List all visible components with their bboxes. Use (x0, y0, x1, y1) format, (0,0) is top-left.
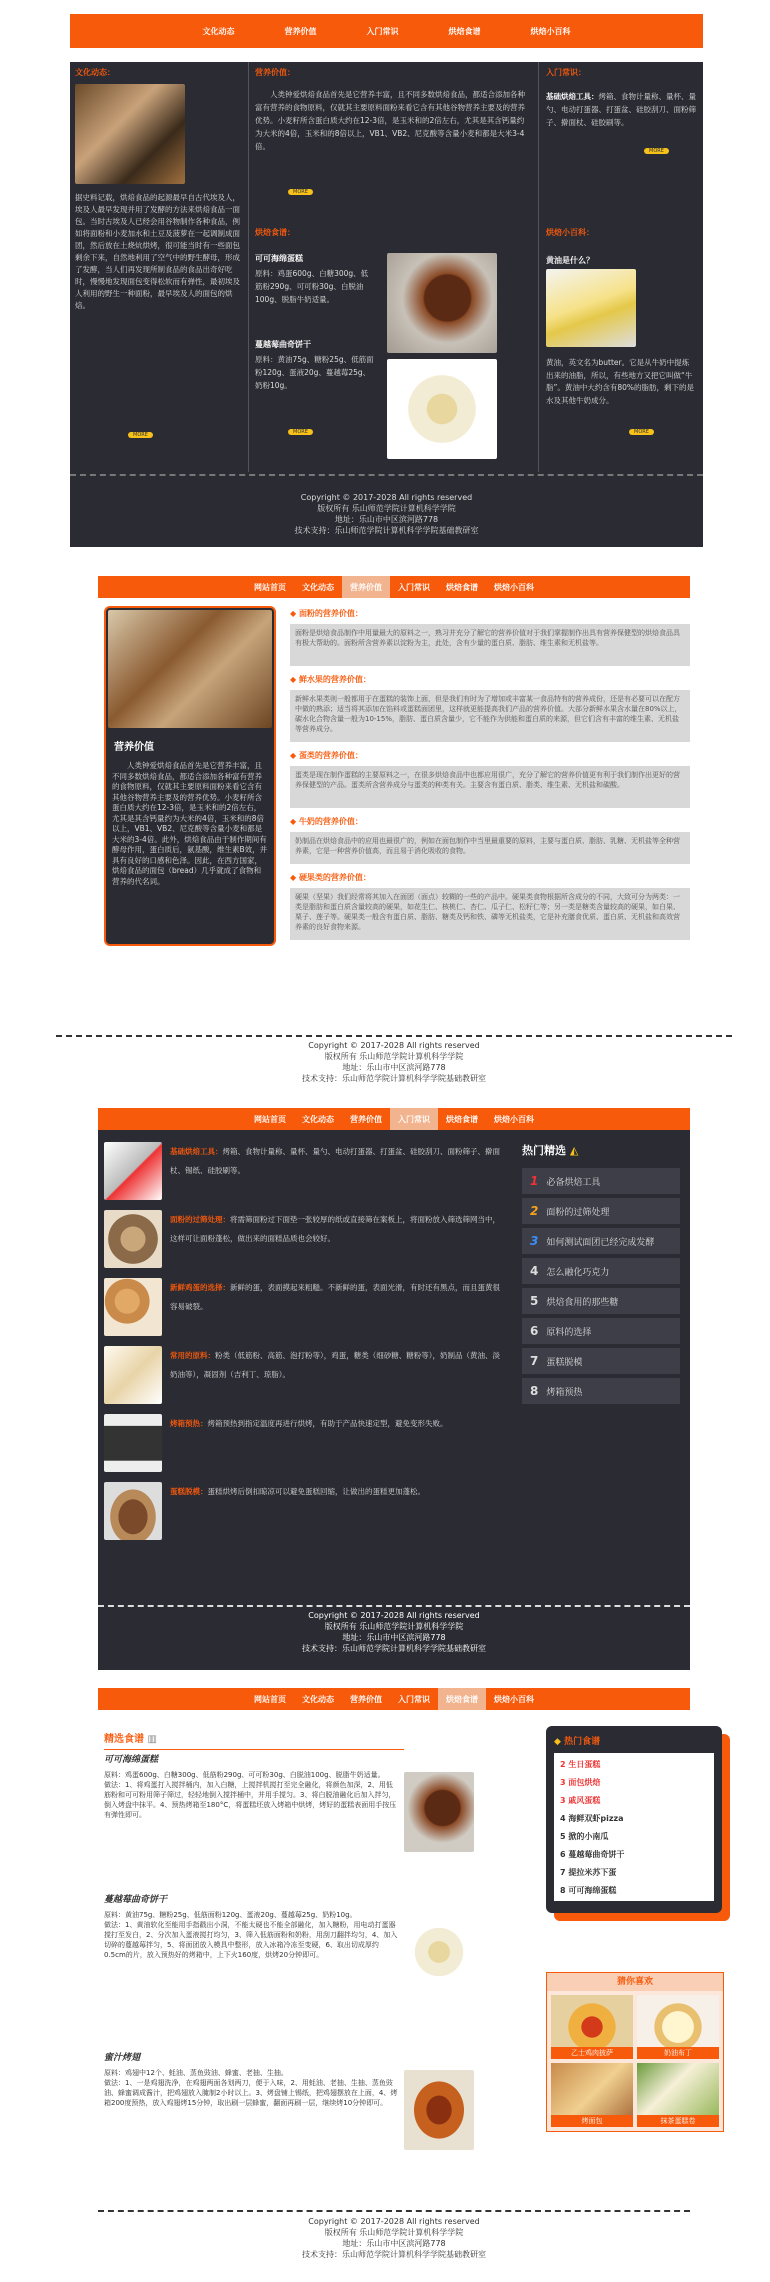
nav-wiki[interactable]: 烘焙小百科 (494, 1694, 534, 1704)
guess-item[interactable] (551, 2063, 633, 2127)
nutrition-list (290, 608, 690, 940)
rank-4: 4 (530, 1264, 539, 1278)
item3-text: 蛋类是现在制作蛋糕的主要原料之一，在很多烘焙食品中也都应用很广，充分了解它的营养价值更有利于我们制作出更好的营养保健型的产品。蛋类所含营养成分与蛋类的种类有关。主要含有蛋白质、脂类、维生素、无机盐和碳酸。 (290, 766, 690, 808)
recipes-title: 烘焙食谱： (255, 228, 295, 237)
owner: 版权所有 乐山师范学院计算机科学学院 (324, 1622, 464, 1631)
nutrition-title: 营养价值： (255, 68, 295, 77)
cookie-image (387, 359, 497, 459)
eggs-image (104, 1278, 162, 1336)
nav-home[interactable]: 网站首页 (254, 1114, 286, 1124)
hot-item-label: 怎么融化巧克力 (546, 1267, 610, 1278)
copyright: Copyright © 2017-2028 All rights reserved (308, 2217, 480, 2226)
nav-nutrition[interactable]: 营养价值 (284, 26, 317, 36)
item2-title: 鲜水果的营养价值： (298, 675, 371, 684)
p2-footer-divider (56, 1035, 732, 1037)
nav-nutrition[interactable]: 营养价值 (350, 1114, 382, 1124)
wiki-question: 黄油是什么？ (546, 256, 594, 265)
tech-support: 技术支持：乐山师范学院计算机科学学院基础教研室 (302, 1074, 486, 1083)
tip-item[interactable] (104, 1278, 504, 1346)
p2-footer (56, 1040, 732, 1084)
nav-culture[interactable]: 文化动态 (202, 26, 235, 36)
book-icon: ▥ (147, 1734, 157, 1745)
recipes-main (104, 1730, 474, 2107)
guess-label: 抹茶蛋糕卷 (637, 2115, 719, 2127)
guess-label: 乙士鸡肉披萨 (551, 2047, 633, 2059)
hot-recipe-item[interactable]: 6 蔓越莓曲奇饼干 (560, 1849, 625, 1859)
p4-footer-divider (98, 2210, 690, 2212)
item1-text: 面粉是烘焙食品制作中用量最大的原料之一，熟习并充分了解它的营养价值对于我们掌握制作出具有营养保健型的烘焙食品具有极大帮助的。面粉所含营养素以淀粉为主，此处，含有少量的蛋白质、脂肪、维生素和无机盐等。 (290, 624, 690, 666)
hot-picks (522, 1142, 680, 1408)
tip2-title: 面粉的过筛处理： (170, 1215, 230, 1224)
cake-image (387, 253, 497, 353)
tip-item[interactable] (104, 1414, 504, 1482)
culture-text: 据史料记载，烘焙食品的起源最早自古代埃及人，埃及人最早发现并用了发酵的方法来烘焙食品一面包。当时古埃及人已经会用谷物制作各种食品，例如将面粉和小麦加水和土豆及菠萝在一起调制成面团，然后放在土烧炕烘烤，很可能当时有一些面包剩余下来，自然地利用了空气中的野生酵母，形成了发酵，当人们再发现所制食品的食品出奇好吃时，慢慢地发现面包变得松软而有弹性，最初埃及人利用的野生一种面粉，最早埃及人的面包的烘焙。 (75, 193, 240, 310)
rank-2: 2 (530, 1204, 539, 1218)
wiki-title: 烘焙小百科： (546, 228, 594, 237)
nav-wiki[interactable]: 烘焙小百科 (494, 1114, 534, 1124)
recipe1-name: 可可海绵蛋糕 (104, 1755, 159, 1765)
rank-7: 7 (530, 1354, 539, 1368)
hot-item-label: 烘焙食用的那些糖 (546, 1297, 619, 1308)
hot-recipe-item[interactable]: 2 生日蛋糕 (560, 1759, 601, 1769)
guess-item[interactable] (637, 1995, 719, 2059)
hot-item[interactable] (522, 1288, 680, 1314)
nav-home[interactable]: 网站首页 (254, 582, 286, 592)
divider (248, 62, 249, 472)
bullet-icon: ◆ (290, 751, 299, 760)
basics-text: 烤箱、食物计量称、量杯、量勺、电动打蛋器、打蛋盆、硅胶刮刀、面粉筛子、擀面杖、硅胶刷等。 (546, 92, 696, 127)
hot-recipe-item[interactable]: 8 可可海绵蛋糕 (560, 1885, 617, 1895)
p3-footer (98, 1610, 690, 1654)
hot-recipe-item[interactable]: 4 海鲜双虾pizza (560, 1813, 624, 1823)
item4-title: 牛奶的营养价值： (298, 817, 363, 826)
owner: 版权所有 乐山师范学院计算机科学学院 (324, 2228, 464, 2237)
hot-recipe-item[interactable]: 3 面包烘焙 (560, 1777, 601, 1787)
nutrition-text: 人类钟爱烘焙食品首先是它营养丰富，且不同多数烘焙食品，都适合添加各种富有营养的食物原料，仅就其主要原料面粉来看它含有其他谷物营养主要及的营养优势。小麦籽所含蛋白质大约在12-3倍，是玉米和的2倍左右，尤其是其含钙量约为大米的4倍，玉米和的8倍以上，VB1、VB2、尼克酸等含量小麦和都是大米3-4倍。 (255, 90, 525, 151)
address: 地址：乐山市中区滨河路778 (342, 2239, 446, 2248)
divider (538, 62, 539, 472)
mold-image (104, 1482, 162, 1540)
item2-text: 新鲜水果类则一般都用于在蛋糕的装饰上面，但是我们有时为了增加或丰富某一食品特有的营养成份，还是有必要可以在配方中做的熟添；适当将其添加在馅料或蛋糕面团里，这样就更能提高我们产品的营养价值。大部分新鲜水果含水量在80%以上，碳水化合物含量一般为10-15%，脂肪、蛋白质含量少，它不能作为供能和蛋白质的来源，但它们含有丰富的维生素、无机盐等营养成分。 (290, 690, 690, 742)
nav-basics[interactable]: 入门常识 (398, 1694, 430, 1704)
recipe3-name: 蜜汁烤翅 (104, 2053, 141, 2063)
hot-item-label: 面粉的过筛处理 (546, 1207, 610, 1218)
recipe1-image (404, 1772, 474, 1852)
hot-item-label: 必备烘焙工具 (546, 1177, 601, 1188)
hot-recipes (546, 1726, 730, 1921)
owner: 版权所有 乐山师范学院计算机科学学院 (324, 1052, 464, 1061)
tech-support: 技术支持：乐山师范学院计算机科学学院基础教研室 (302, 1644, 486, 1653)
culture-title: 文化动态： (75, 68, 115, 77)
recipe3-text: 原料：鸡翅中12个、蚝油、蒸鱼豉油、蜂蜜、老抽、生抽。 做法：1、一是鸡翅洗净，在鸡翅两面各划两刀，便于入味，2、用蚝油、老抽、生抽、蒸鱼豉油、蜂蜜调成酱汁，把鸡翅放入腌制2小时以上。3、烤盘铺上锡纸，把鸡翅摆放在上面，4、烤箱200度预热，放入鸡翅烤15分钟，取出刷一层蜂蜜，翻面再刷一层，继续烤10分钟即可。 (104, 2069, 398, 2107)
recipe2-name: 蔓越莓曲奇饼干 (104, 1895, 168, 1905)
nav-basics[interactable]: 入门常识 (390, 1108, 438, 1130)
ingredients-image (104, 1346, 162, 1404)
footer-divider (70, 474, 703, 476)
recipes-more-button[interactable]: MORE (288, 429, 313, 435)
sidebar-text: 人类钟爱烘焙食品首先是它营养丰富，且不同多数烘焙食品，都适合添加各种富有营养的食物原料，仅就其主要原料面粉来看它含有其他谷物营养主要及的营养优势。小麦籽所含蛋白质大约在12-3倍，是玉米和的2倍左右，尤其是其含钙量约为大米的4倍，玉米和的8倍以上，VB1、VB2、尼克酸等含量小麦和都是大米的3-4倍。此外，烘焙食品由于制作期间有酵母作用，蛋白质后，氨基酸，维生素B效，并具有良好的口感和色泽。因此，在西方国家，烘焙食品的面包（bread）几乎就成了食物和营养的代名词。 (112, 761, 268, 886)
nutrition-column (255, 67, 530, 435)
nutrition-sidebar (104, 606, 276, 946)
tip-item[interactable] (104, 1210, 504, 1278)
wiki-text: 黄油，英文名为butter。它是从牛奶中提炼出来的油脂，所以，有些地方又把它叫做“牛脂”。黄油中大约含有80%的脂肪，剩下的是水及其他牛奶成分。 (546, 358, 695, 405)
oven-image (104, 1414, 162, 1472)
address: 地址：乐山市中区滨河路778 (334, 515, 439, 524)
tip1-text: 烤箱、食物计量称、量杯、量勺、电动打蛋器、打蛋盆、硅胶刮刀、面粉筛子、擀面杖、锡纸、硅胶刷等。 (170, 1147, 500, 1175)
basics-more-button[interactable]: MORE (644, 148, 669, 154)
item1-title: 面粉的营养价值： (298, 609, 363, 618)
bullet-icon: ◆ (290, 609, 299, 618)
nav-wiki[interactable]: 烘焙小百科 (530, 26, 571, 36)
hot-item[interactable] (522, 1258, 680, 1284)
recipe1-text: 原料：鸡蛋600g、白糖300g、低筋粉290g、可可粉30g、白脱油100g、脱脂牛奶适量。 做法：1、将鸡蛋打入搅拌桶内，加入白糖，上搅拌机搅打至完全融化，将颜色加深，2、用低筋粉和可可粉用筛子筛过，轻轻地倒入搅拌桶中，并用手搅匀。3、将白脱油融化后加入拌匀，倒入烤盘中抹平。4、预热烤箱至180°C，将蛋糕坯放入烤箱中烘烤，烤好的蛋糕表面用手按压有弹性即可。 (104, 1771, 397, 1819)
copyright: Copyright © 2017-2028 All rights reserved (300, 493, 473, 502)
guess-item[interactable] (637, 2063, 719, 2127)
nav-culture[interactable]: 文化动态 (302, 1114, 334, 1124)
tips-list (104, 1142, 504, 1550)
p3-nav (98, 1108, 690, 1130)
rank-6: 6 (530, 1324, 539, 1338)
guess-label: 烤面包 (551, 2115, 633, 2127)
guess-item[interactable] (551, 1995, 633, 2059)
nutrition-more-button[interactable]: MORE (288, 189, 313, 195)
item5-title: 硬果类的营养价值： (298, 873, 371, 882)
hot-item[interactable] (522, 1318, 680, 1344)
culture-more-button[interactable]: MORE (128, 432, 153, 438)
tip5-text: 烤箱预热到指定温度再进行烘烤，有助于产品快速定型，避免变形失败。 (207, 1419, 448, 1428)
p4-nav (98, 1688, 690, 1710)
basics-column (546, 67, 696, 435)
address: 地址：乐山市中区滨河路778 (342, 1633, 446, 1642)
recipe-card[interactable] (104, 1752, 474, 1890)
sidebar-title: 营养价值 (114, 742, 154, 753)
baking-image (108, 610, 272, 728)
hot-item[interactable] (522, 1228, 680, 1254)
tip4-text: 粉类（低筋粉、高筋、泡打粉等），鸡蛋，糖类（细砂糖、糖粉等），奶制品（黄油、淡奶油等），凝固剂（吉利丁、琼脂）。 (170, 1351, 500, 1379)
tip1-title: 基础烘焙工具： (170, 1147, 223, 1156)
copyright: Copyright © 2017-2028 All rights reserved (308, 1611, 480, 1620)
hot-item[interactable] (522, 1348, 680, 1374)
p2-nav (98, 576, 690, 598)
recipe1-name: 可可海绵蛋糕 (255, 254, 303, 263)
nav-home[interactable]: 网站首页 (254, 1694, 286, 1704)
nav-nutrition[interactable]: 营养价值 (342, 576, 390, 598)
tech-support: 技术支持：乐山师范学院计算机科学学院基础教研室 (302, 2250, 486, 2259)
tip5-title: 烤箱预热： (170, 1419, 208, 1428)
p4-footer (98, 2216, 690, 2260)
hot-item-label: 原料的选择 (546, 1327, 592, 1338)
hot-item[interactable] (522, 1168, 680, 1194)
recipes-section-title: 精选食谱 (104, 1734, 144, 1745)
nav-recipes[interactable]: 烘焙食谱 (446, 1114, 478, 1124)
tip6-text: 蛋糕烘烤后倒扣晾凉可以避免蛋糕回缩，让做出的蛋糕更加蓬松。 (207, 1487, 425, 1496)
tech-support: 技术支持：乐山师范学院计算机科学学院基础教研室 (294, 526, 479, 535)
p1-body (70, 62, 703, 547)
hot-recipe-item[interactable]: 7 提拉米苏下蛋 (560, 1867, 617, 1877)
recipe2-name: 蔓越莓曲奇饼干 (255, 340, 311, 349)
nav-nutrition[interactable]: 营养价值 (350, 1694, 382, 1704)
hot-item[interactable] (522, 1378, 680, 1404)
tip-item[interactable] (104, 1346, 504, 1414)
item5-text: 硬果（坚果）我们经常将其加入在面团（面点）较糊的一些的产品中。硬果类食物根据所含成分的不同，大致可分为两类：一类是脂肪和蛋白质含量较高的硬果，如花生仁、核桃仁、杏仁、瓜子仁、松籽仁等；另一类是糖类含量较高的硬果，如白果、栗子、莲子等。硬果类一般含有蛋白质、脂肪、糖类及钙和铁、磷等无机盐类，它是补充膳食优质、蛋白质、无机盐和高效营养素的良好食物来源。 (290, 888, 690, 940)
recipe3-image (404, 2070, 474, 2150)
wiki-more-button[interactable]: MORE (629, 429, 654, 435)
guess-title: 猜你喜欢 (547, 1973, 723, 1991)
guess-label: 奶油布丁 (637, 2047, 719, 2059)
hot-item-label: 蛋糕脱模 (546, 1357, 583, 1368)
recipe2-text: 原料：黄油75g、糖粉25g、低筋面粉120g、蛋液20g、蔓越莓25g、奶粉10g。 做法：1、黄油软化至能用手指戳出小洞，不能太硬也不能全部融化，加入糖粉，用电动打蛋器搅打至发白，2、分次加入蛋液搅打均匀，3、筛入低筋面粉和奶粉，用刮刀翻拌均匀，4、加入切碎的蔓越莓拌匀，5、将面团放入模具中整形，放入冰箱冷冻至变硬，6、取出切成厚约0.5cm的片，放入预热好的烤箱中，上下火160度，烘烤20分钟即可。 (104, 1911, 398, 1959)
nav-culture[interactable]: 文化动态 (302, 582, 334, 592)
butter-image (546, 269, 636, 347)
nav-basics[interactable]: 入门常识 (398, 582, 430, 592)
rank-5: 5 (530, 1294, 539, 1308)
title-underline (104, 1749, 404, 1750)
nav-recipes[interactable]: 烘焙食谱 (446, 582, 478, 592)
hot-picks-title: 热门精选 (522, 1144, 566, 1157)
p3-body (98, 1130, 690, 1670)
tip2-text: 将需筛面粉过下面垫一张较厚的纸或直接筛在案板上，将面粉放入筛选筛网当中，这样可让面粉蓬松，做出来的面糕品质也会较好。 (170, 1215, 500, 1243)
basics-title: 入门常识： (546, 68, 586, 77)
rank-3: 3 (530, 1234, 539, 1248)
rank-1: 1 (530, 1174, 539, 1188)
tip3-text: 新鲜的蛋，表面摸起来粗糙。不新鲜的蛋，表面光滑，有时还有黑点，而且蛋黄很容易破裂。 (170, 1283, 500, 1311)
tip-item[interactable] (104, 1142, 504, 1210)
copyright: Copyright © 2017-2028 All rights reserved (308, 1041, 480, 1050)
hot-item-label: 如何测试面团已经完成发酵 (546, 1237, 655, 1248)
recipe2-image (404, 1912, 474, 1992)
fire-icon: ◆ (554, 1737, 565, 1747)
culture-column (75, 67, 245, 438)
cake-icon: ◭ (569, 1144, 579, 1157)
hot-recipes-title: 热门食谱 (564, 1737, 601, 1747)
rank-8: 8 (530, 1384, 539, 1398)
nav-culture[interactable]: 文化动态 (302, 1694, 334, 1704)
bullet-icon: ◆ (290, 873, 299, 882)
item4-text: 奶制品在烘焙食品中的应用也最很广的，例如在面包制作中当里最重要的原料，主要与蛋白质、脂肪、乳糖、无机盐等全种营养素，它是一种营养价值高，而且易于消化吸收的食物。 (290, 832, 690, 864)
recipe1-text: 原料：鸡蛋600g、白糖300g、低筋粉290g、可可粉30g、白脱油100g、脱脂牛奶适量。 (255, 269, 369, 304)
nav-recipes[interactable]: 烘焙食谱 (448, 26, 481, 36)
tools-image (104, 1142, 162, 1200)
guess-you-like (546, 1972, 724, 2132)
hot-recipe-item[interactable]: 5 掀的小南瓜 (560, 1831, 609, 1841)
bullet-icon: ◆ (290, 675, 299, 684)
recipe-card[interactable] (104, 1892, 474, 2050)
bullet-icon: ◆ (290, 817, 299, 826)
p3-footer-divider (98, 1605, 690, 1607)
basics-tools-label: 基础烘焙工具： (546, 92, 599, 101)
owner: 版权所有 乐山师范学院计算机科学学院 (317, 504, 456, 513)
hot-item-label: 烤箱预热 (546, 1387, 583, 1398)
tip6-title: 蛋糕脱模： (170, 1487, 208, 1496)
nav-recipes[interactable]: 烘焙食谱 (438, 1688, 486, 1710)
p1-footer (70, 492, 703, 536)
tip4-title: 常用的原料： (170, 1351, 215, 1360)
recipe-card[interactable] (104, 2050, 474, 2188)
item3-title: 蛋类的营养价值： (298, 751, 363, 760)
address: 地址：乐山市中区滨河路778 (342, 1063, 446, 1072)
culture-image (75, 84, 185, 184)
tip-item[interactable] (104, 1482, 504, 1550)
p1-nav (70, 14, 703, 48)
tip3-title: 新鲜鸡蛋的选择： (170, 1283, 230, 1292)
recipe2-text: 原料：黄油75g、糖粉25g、低筋面粉120g、蛋液20g、蔓越莓25g、奶粉10g。 (255, 355, 374, 390)
nav-wiki[interactable]: 烘焙小百科 (494, 582, 534, 592)
hot-item[interactable] (522, 1198, 680, 1224)
hot-recipe-item[interactable]: 3 戚风蛋糕 (560, 1795, 601, 1805)
nav-basics[interactable]: 入门常识 (366, 26, 399, 36)
sieve-image (104, 1210, 162, 1268)
